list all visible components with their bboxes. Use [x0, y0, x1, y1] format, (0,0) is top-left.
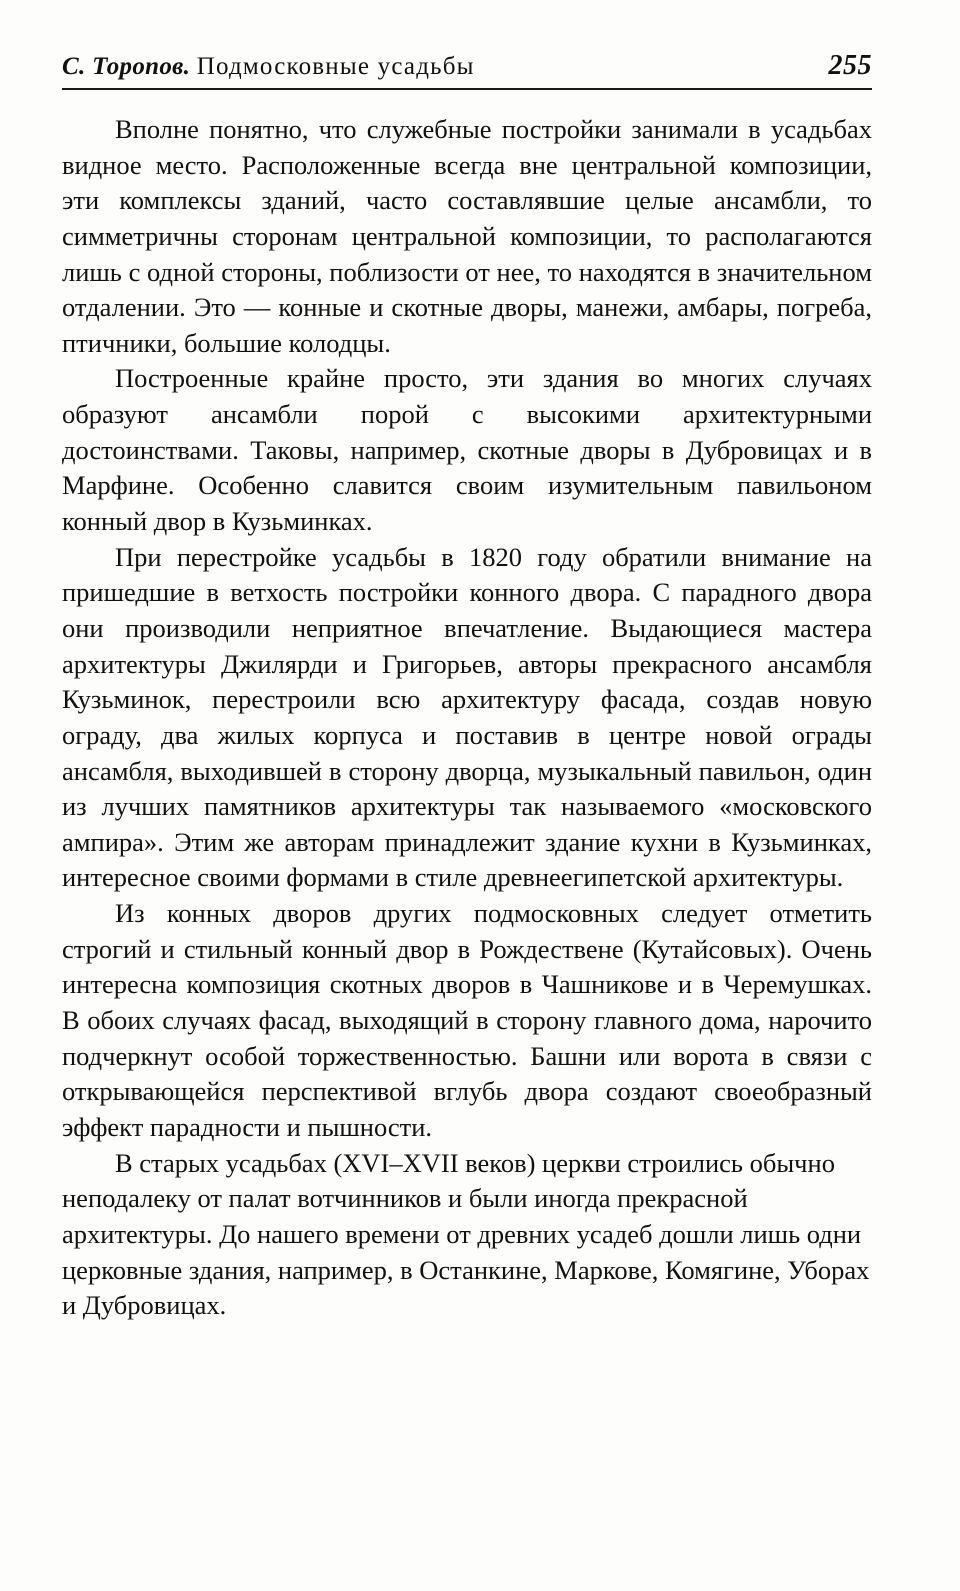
- running-head-book-title: Подмосковные усадьбы: [196, 53, 475, 80]
- running-head-author: С. Торопов.: [62, 53, 191, 80]
- paragraph: Из конных дворов других подмосковных следует отметить строгий и стильный конный двор в Рождествене (Кутайсовых). Очень интересна композиция скотных дворов в Чашникове и в Черемушках. В обоих случаях фасад, выходящий в сторону главного дома, нарочито подчеркнут особой торжественностью. Башни или ворота в связи с открывающейся перспективой вглубь двора создают своеобразный эффект парадности и пышности.: [62, 898, 872, 1142]
- paragraph: В старых усадьбах (XVI–XVII веков) церкви строились обычно неподалеку от палат вотчинников и были иногда прекрасной архитектуры. До нашего времени от древних усадеб дошли лишь одни церковные здания, например, в Останкине, Маркове, Комягине, Уборах и Дубровицах.: [62, 1147, 870, 1321]
- paragraph: При перестройке усадьбы в 1820 году обратили внимание на пришедшие в ветхость постройки конного двора. С парадного двора они производили неприятное впечатление. Выдающиеся мастера архитектуры Джилярди и Григорьев, авторы прекрасного ансамбля Кузьминок, перестроили всю архитектуру фасада, создав новую ограду, два жилых корпуса и поставив в центре новой ограды ансамбля, выходившей в сторону дворца, музыкальный павильон, один из лучших памятников архитектуры так называемого «московского ампира». Этим же авторам принадлежит здание кухни в Кузьминках, интересное своими формами в стиле древнеегипетской архитектуры.: [62, 541, 872, 893]
- page-number: 255: [828, 50, 872, 81]
- running-head: [62, 50, 872, 90]
- page-content-area: [62, 50, 872, 1324]
- paragraph: Вполне понятно, что служебные постройки занимали в усадьбах видное место. Расположенные всегда вне центральной композиции, эти комплексы зданий, часто составлявшие целые ансамбли, то симметричны сторонам центральной композиции, то располагаются лишь с одной стороны, поблизости от нее, то находятся в значительном отдалении. Это — конные и скотные дворы, манежи, амбары, погреба, птичники, большие колодцы.: [62, 114, 872, 358]
- running-head-left: [62, 53, 475, 81]
- paragraph: Построенные крайне просто, эти здания во многих случаях образуют ансамбли порой с высокими архитектурными достоинствами. Таковы, например, скотные дворы в Дубровицах и в Марфине. Особенно славится своим изумительным павильоном конный двор в Кузьминках.: [62, 363, 872, 537]
- body-text: [62, 112, 872, 1324]
